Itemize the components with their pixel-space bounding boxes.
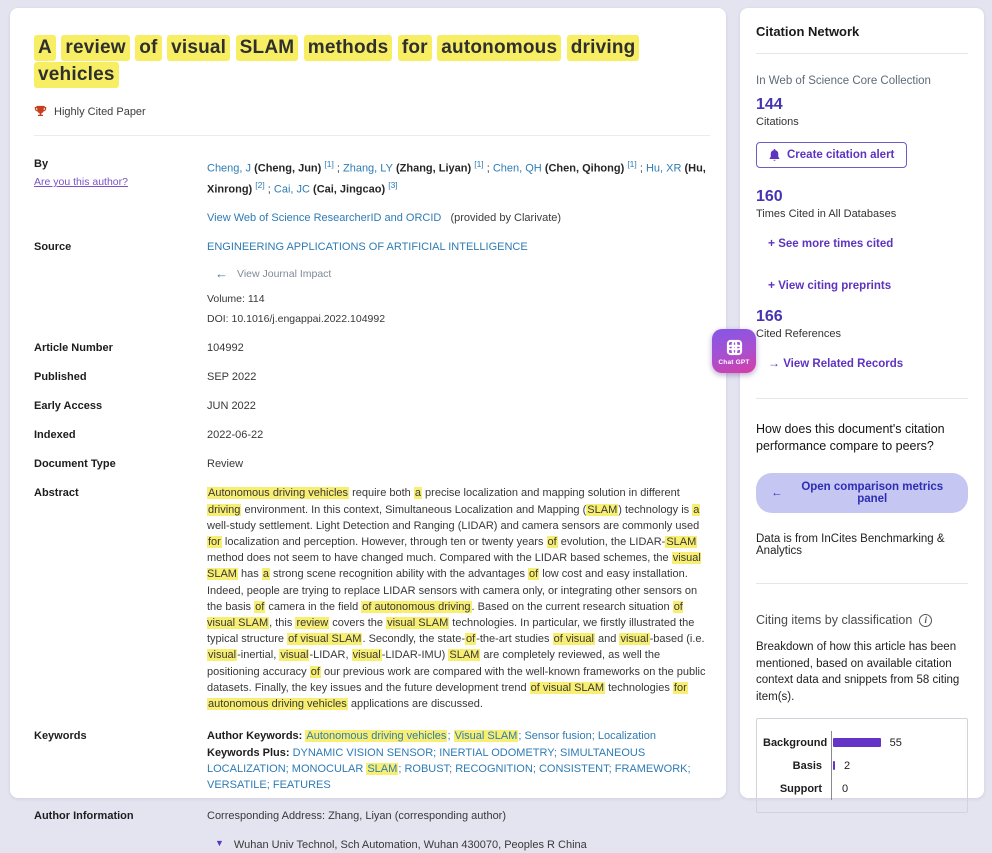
authors-line: Cheng, J (Cheng, Jun) [1] ; Zhang, LY (Zhang, Liyan) [1] ; Chen, QH (Chen, Qihong) [1] ; Hu, XR (Hu, Xinrong) [2] ; Cai, JC (Cai, Jingcao) [3] — [207, 159, 706, 196]
chart-row — [763, 754, 959, 777]
provided-by-note: (provided by Clarivate) — [450, 212, 562, 225]
keyword-link[interactable]: FEATURES — [272, 779, 331, 792]
keyword-link[interactable]: Cheng, J — [207, 162, 252, 175]
keyword-link[interactable]: Visual SLAM — [454, 730, 518, 743]
see-more-times-cited-link[interactable]: + See more times cited — [768, 236, 894, 250]
source-label: Source — [34, 241, 72, 254]
keyword-link[interactable]: ; — [553, 747, 561, 760]
keyword-link[interactable]: ROBUST — [404, 763, 450, 776]
keyword-link[interactable]: MONOCULAR — [291, 763, 367, 776]
field-row-early-access: Early Access JUN 2022 — [34, 398, 710, 414]
doi-value: DOI: 10.1016/j.engappai.2022.104992 — [207, 313, 386, 326]
chart-row — [763, 731, 959, 754]
citing-class-description: Breakdown of how this article has been mentioned, based on available citation context data and snippets from 58 citing item(s). — [756, 641, 960, 703]
keyword-link[interactable]: VERSATILE — [207, 779, 267, 792]
chart-bar — [833, 738, 881, 747]
chatgpt-label: Chat GPT — [718, 358, 750, 366]
create-citation-alert-button[interactable]: Create citation alert — [756, 142, 907, 168]
journal-link[interactable]: ENGINEERING APPLICATIONS OF ARTIFICIAL INTELLIGENCE — [207, 241, 528, 254]
citations-label: Citations — [756, 116, 799, 128]
by-label: By Are you this author? — [34, 156, 207, 226]
chart-value-label: 2 — [844, 759, 851, 772]
highly-cited-badge — [34, 105, 710, 118]
collapse-caret-icon[interactable]: ▼ — [215, 838, 224, 849]
keyword-link[interactable]: CONSISTENT — [538, 763, 609, 776]
citation-network-panel — [740, 8, 984, 798]
chart-bar — [833, 761, 835, 770]
citing-class-title: Citing items by classification i — [756, 613, 968, 627]
chart-track — [831, 777, 848, 800]
divider — [756, 398, 968, 399]
badge-label: Highly Cited Paper — [54, 105, 146, 118]
view-journal-impact-link[interactable]: View Journal Impact — [237, 268, 332, 281]
keyword-link[interactable]: Chen, QH — [492, 162, 542, 175]
keyword-link[interactable]: SIMULTANEOUS LOCALIZATION — [207, 747, 646, 776]
chart-track — [831, 754, 850, 777]
keywords-plus-line: Keywords Plus: DYNAMIC VISION SENSOR; INERTIAL ODOMETRY; SIMULTANEOUS LOCALIZATION; MONOCULAR SLAM; ROBUST; RECOGNITION; CONSISTENT; FRAMEWORK; VERSATILE; FEATURES — [207, 747, 691, 792]
keyword-link[interactable]: ; — [433, 747, 440, 760]
chatgpt-button[interactable] — [712, 329, 756, 373]
back-arrow-icon[interactable]: ← — [215, 266, 228, 282]
keyword-link[interactable]: RECOGNITION — [455, 763, 533, 776]
keyword-link[interactable]: Cai, JC — [273, 183, 310, 196]
document-type-value: Review — [207, 458, 244, 471]
keyword-link[interactable]: INERTIAL ODOMETRY — [439, 747, 554, 760]
chatgpt-icon — [724, 337, 745, 358]
keyword-link[interactable]: ; — [518, 730, 525, 743]
cited-refs-count: 166 — [756, 308, 783, 325]
keyword-link[interactable]: ; — [591, 730, 598, 743]
are-you-this-author-link[interactable]: Are you this author? — [34, 176, 128, 188]
chart-value-label: 0 — [842, 782, 849, 795]
chart-track — [831, 731, 902, 754]
keyword-link[interactable]: ; — [532, 763, 539, 776]
divider — [756, 583, 968, 584]
published-value: SEP 2022 — [207, 371, 257, 384]
article-number-value: 104992 — [207, 342, 244, 355]
peers-question: How does this document's citation performance compare to peers? — [756, 422, 945, 453]
field-row-article-number: Article Number 104992 — [34, 340, 710, 356]
page-title: A review of visual SLAM methods for autonomous driving vehicles — [34, 34, 710, 88]
keyword-link[interactable]: ; — [608, 763, 615, 776]
citations-count: 144 — [756, 96, 783, 113]
keyword-link[interactable]: Zhang, LY — [342, 162, 393, 175]
plus-icon: + — [768, 236, 776, 250]
chart-row — [763, 777, 959, 800]
keyword-link[interactable]: Localization — [597, 730, 656, 743]
keyword-link[interactable]: Hu, XR — [645, 162, 682, 175]
volume-value: Volume: 114 — [207, 293, 265, 306]
address-line: Wuhan Univ Technol, Sch Automation, Wuhan 430070, Peoples R China — [233, 839, 587, 852]
view-related-records-link[interactable]: → View Related Records — [768, 356, 904, 370]
keyword-link[interactable]: ; — [266, 779, 273, 792]
bell-icon — [769, 149, 780, 161]
open-comparison-metrics-button[interactable]: ← Open comparison metrics panel — [756, 473, 968, 513]
incites-note: Data is from InCites Benchmarking & Analytics — [756, 533, 945, 557]
citing-classification-chart — [756, 718, 968, 813]
divider — [756, 53, 968, 54]
keyword-link[interactable]: ; — [687, 763, 691, 776]
keyword-link[interactable]: DYNAMIC VISION SENSOR — [292, 747, 434, 760]
field-row-abstract: Abstract Autonomous driving vehicles require both a precise localization and mapping solution in different driving environment. In this context, Simultaneous Localization and Mapping (SLAM) technology is a well-study settlement. Light Detection and Ranging (LIDAR) and camera sensors are commonly used for localization and perception. However, through ten or twenty years of evolution, the LIDAR-SLAM method does not seem to have changed much. Compared with the LIDAR based schemes, the visual SLAM has a strong scene recognition ability with the advantages of low cost and easy installation. Indeed, people are trying to replace LIDAR sensors with camera only, or integrating other sensors on the basis of camera in the field of autonomous driving. Based on the current research situation of visual SLAM, this review covers the visual SLAM technologies. In particular, we firstly illustrated the typical structure of visual SLAM. Secondly, the state-of-the-art studies of visual and visual-based (i.e. visual-inertial, visual-LIDAR, visual-LIDAR-IMU) SLAM are completely reviewed, as well the positioning accuracy of our previous work are compared with the well-known frameworks on the public datasets. Finally, the key issues and the future development trend of visual SLAM technologies for autonomous driving vehicles applications are discussed. — [34, 485, 710, 712]
field-row-author-information: Author Information Corresponding Address: Zhang, Liyan (corresponding author) ▼ Wuhan Univ Technol, Sch Automation, Wuhan 430070, Peoples R China — [34, 808, 710, 853]
keyword-link[interactable]: ; — [285, 763, 292, 776]
keyword-link[interactable]: Autonomous driving vehicles — [306, 730, 447, 743]
field-row-source — [34, 239, 710, 327]
citation-network-title: Citation Network — [756, 24, 860, 39]
keyword-link[interactable]: ; — [398, 763, 405, 776]
arrow-right-icon: → — [768, 356, 780, 370]
keyword-link[interactable]: ; — [447, 730, 454, 743]
plus-icon: + — [768, 278, 776, 292]
abstract-text: Autonomous driving vehicles require both a precise localization and mapping solution in different driving environment. In this context, Simultaneous Localization and Mapping (SLAM) technology is a well-study settlement. Light Detection and Ranging (LIDAR) and camera sensors are commonly used for localization and perception. However, through ten or twenty years of evolution, the LIDAR-SLAM method does not seem to have changed much. Compared with the LIDAR based schemes, the visual SLAM has a strong scene recognition ability with the advantages of low cost and easy installation. Indeed, people are trying to replace LIDAR sensors with camera only, or integrating other sensors on the basis of camera in the field of autonomous driving. Based on the current research situation of visual SLAM, this review covers the visual SLAM technologies. In particular, we firstly illustrated the typical structure of visual SLAM. Secondly, the state-of-the-art studies of visual and visual-based (i.e. visual-inertial, visual-LIDAR, visual-LIDAR-IMU) SLAM are completely reviewed, as well the positioning accuracy of our previous work are compared with the well-known frameworks on the public datasets. Finally, the key issues and the future development trend of visual SLAM technologies for autonomous driving vehicles applications are discussed. — [207, 487, 706, 710]
trophy-icon — [34, 105, 47, 118]
keyword-link[interactable]: FRAMEWORK — [614, 763, 688, 776]
corresponding-address: Corresponding Address: Zhang, Liyan (corresponding author) — [207, 810, 507, 823]
view-citing-preprints-link[interactable]: + View citing preprints — [768, 278, 892, 292]
author-keywords-line: Author Keywords: Autonomous driving vehicles; Visual SLAM; Sensor fusion; Localization — [207, 730, 656, 743]
chart-category-label: Basis — [792, 759, 822, 772]
field-row-by — [34, 156, 710, 226]
early-access-value: JUN 2022 — [207, 400, 256, 413]
keyword-link[interactable]: ; — [449, 763, 456, 776]
paper-detail-panel — [10, 8, 726, 852]
field-row-document-type: Document Type Review — [34, 456, 710, 472]
cited-refs-label: Cited References — [756, 328, 841, 340]
chart-category-label: Support — [779, 782, 822, 795]
divider — [34, 135, 710, 136]
info-icon[interactable]: i — [919, 614, 932, 627]
indexed-value: 2022-06-22 — [207, 429, 264, 442]
all-db-count: 160 — [756, 188, 783, 205]
arrow-left-icon: ← — [771, 487, 783, 499]
field-row-published: Published SEP 2022 — [34, 369, 710, 385]
researcher-id-link[interactable]: View Web of Science ResearcherID and ORCID — [207, 212, 442, 225]
keyword-link[interactable]: SLAM — [367, 763, 398, 776]
field-row-indexed: Indexed 2022-06-22 — [34, 427, 710, 443]
chart-category-label: Background — [763, 736, 828, 749]
chart-value-label: 55 — [889, 736, 902, 749]
keyword-link[interactable]: Sensor fusion — [524, 730, 592, 743]
field-row-keywords: Keywords Author Keywords: Autonomous driving vehicles; Visual SLAM; Sensor fusion; Localization Keywords Plus: DYNAMIC VISION SENSOR; INERTIAL ODOMETRY; SIMULTANEOUS LOCALIZATION; MONOCULAR SLAM; ROBUST; RECOGNITION; CONSISTENT; FRAMEWORK; VERSATILE; FEATURES — [34, 728, 710, 793]
core-collection-label: In Web of Science Core Collection — [756, 75, 931, 87]
all-db-label: Times Cited in All Databases — [756, 208, 897, 220]
